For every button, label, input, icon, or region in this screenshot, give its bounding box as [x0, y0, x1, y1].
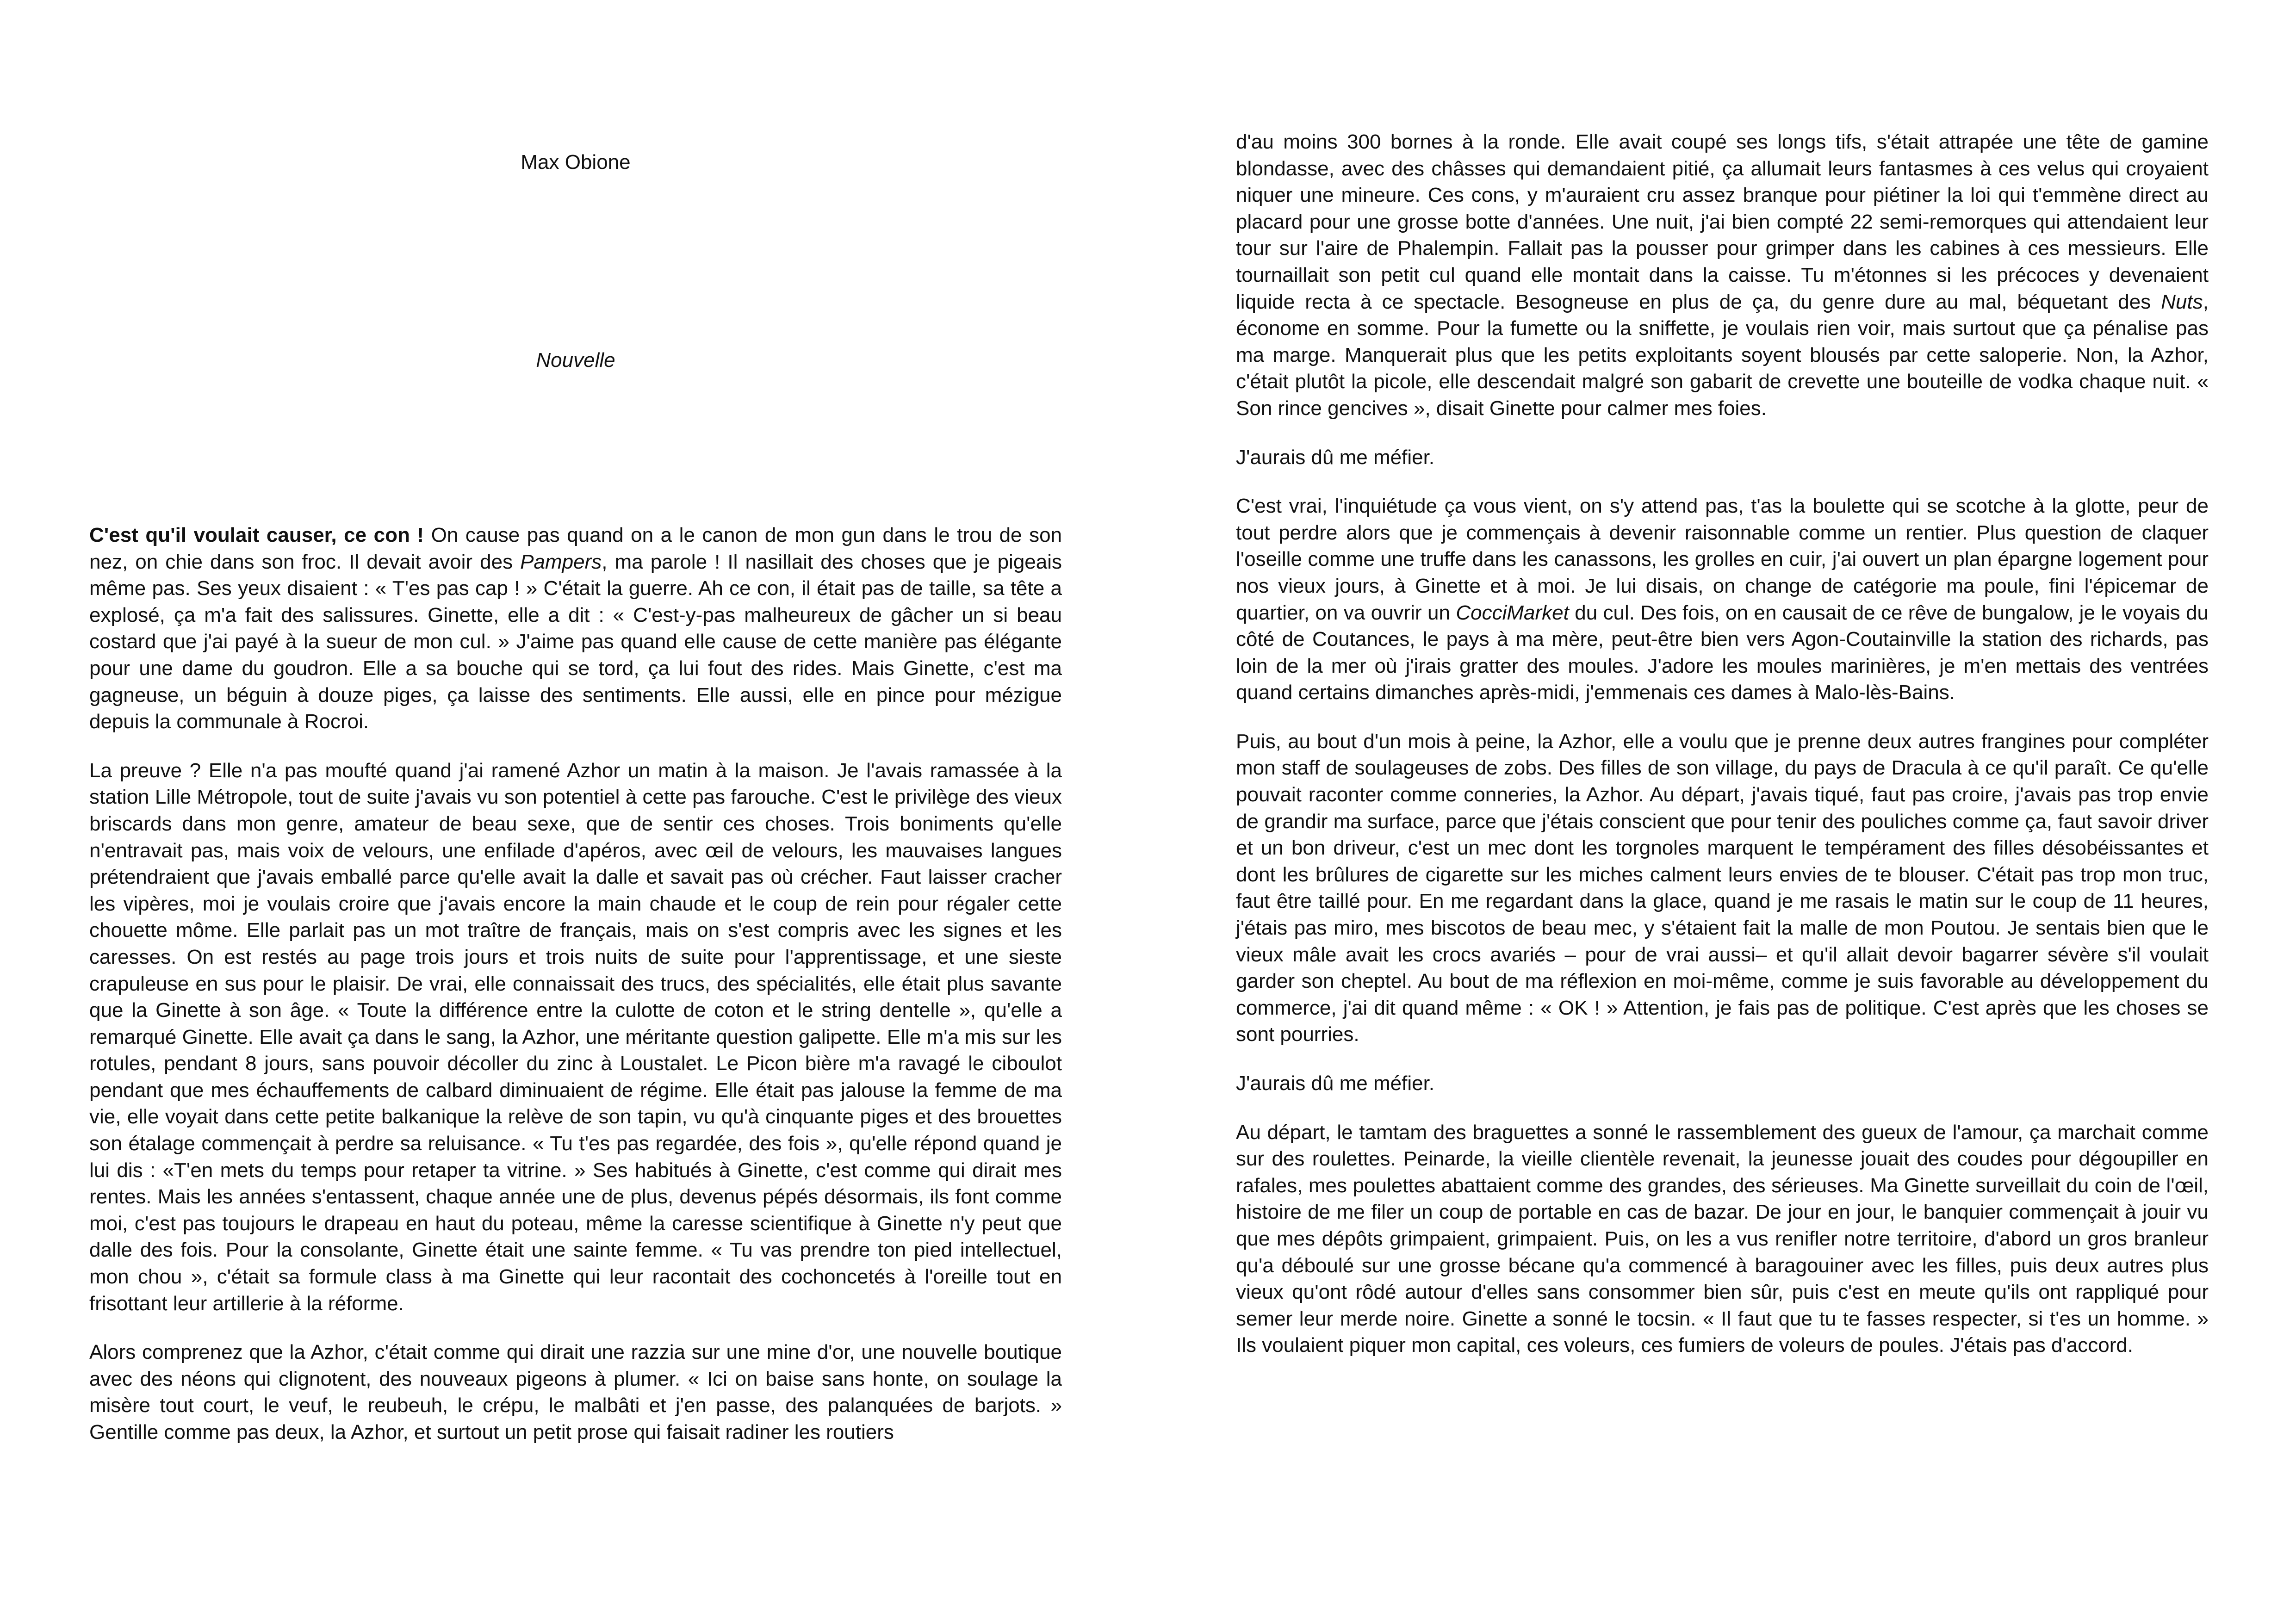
emphasis-text: CocciMarket — [1456, 601, 1569, 624]
right-page-body — [1236, 129, 2209, 1359]
paragraph: La preuve ? Elle n'a pas moufté quand j'ai ramené Azhor un matin à la maison. Je l'avais ramassée à la station Lille Métropole, tout de suite j'avais vu son potentiel à cette pas farouche. C'est le privilège des vieux briscards dans mon genre, amateur de beau sexe, que de sentir ces choses. Trois boniments qu'elle n'entravait pas, mais voix de velours, une enfilade d'apéros, avec œil de velours, les mauvaises langues prétendraient que j'avais emballé parce qu'elle avait la dalle et savait pas où crécher. Faut laisser cracher les vipères, moi je voulais croire que j'avais encore la main chaude et le coup de rein pour régaler cette chouette môme. Elle parlait pas un mot traître de français, mais on s'est compris avec les signes et les caresses. On est restés au page trois jours et trois nuits de suite pour l'apprentissage, et une sieste crapuleuse en sus pour le plaisir. De vrai, elle connaissait des trucs, des spécialités, elle était plus savante que la Ginette à son âge. « Toute la différence entre la culotte de coton et le string dentelle », qu'elle a remarqué Ginette. Elle avait ça dans le sang, la Azhor, une méritante question galipette. Elle m'a mis sur les rotules, pendant 8 jours, sans pouvoir décoller du zinc à Loustalet. Le Picon bière m'a ravagé le ciboulot pendant que mes échauffements de calbard diminuaient de régime. Elle était pas jalouse la femme de ma vie, elle voyait dans cette petite balkanique la relève de son tapin, vu qu'à cinquante piges et des brouettes son étalage commençait à perdre sa reluisance. « Tu t'es pas regardée, des fois », qu'elle répond quand je lui dis : «T'en mets du temps pour retaper ta vitrine. » Ses habitués à Ginette, c'est comme qui dirait mes rentes. Mais les années s'entassent, chaque année une de plus, devenus pépés désormais, ils font comme moi, c'est pas toujours le drapeau en haut du poteau, même la caresse scientifique à Ginette n'y peut que dalle des fois. Pour la consolante, Ginette était une sainte femme. « Tu vas prendre ton pied intellectuel, mon chou », c'était sa formule class à ma Ginette qui leur racontait des cochoncetés à l'oreille tout en frisottant leur artillerie à la réforme. — [89, 759, 1062, 1315]
opening-sentence: C'est qu'il voulait causer, ce con ! — [89, 524, 424, 546]
genre-label: Nouvelle — [536, 349, 615, 372]
paragraph: Au départ, le tamtam des braguettes a sonné le rassemblement des gueux de l'amour, ça marchait comme sur des roulettes. Peinarde, la vieille clientèle revenait, la jeunesse jouait des coudes pour dégoupiller en rafales, mes poulettes abattaient comme des grandes, des sérieuses. Ma Ginette surveillait du coin de l'œil, histoire de me filer un coup de portable en cas de bazar. De jour en jour, le banquier commençait à jouir vu que mes dépôts grimpaient, grimpaient. Puis, on les a vus renifler notre territoire, d'abord un gros branleur qu'a déboulé sur une grosse bécane qu'a commencé à baragouiner avec les filles, puis deux autres plus vieux qu'ont rôdé autour d'elles sans consommer bien sûr, puis c'est en meute qu'ils ont rappliqué pour semer leur merde noire. Ginette a sonné le tocsin. « Il faut que tu te fasses respecter, si t'es un homme. » Ils voulaient piquer mon capital, ces voleurs, ces fumiers de voleurs de poules. J'étais pas d'accord. — [1236, 1121, 2209, 1357]
paragraph-text: On cause pas quand on a le canon de mon gun dans le trou de son nez, on chie dans son froc. Il devait avoir des — [89, 524, 1062, 573]
author-name: Max Obione — [521, 151, 631, 173]
paragraph-text: C'est vrai, l'inquiétude ça vous vient, on s'y attend pas, t'as la boulette qui se scotche à la glotte, peur de tout perdre alors que je commençais à devenir raisonnable comme un rentier. Plus question de claquer l'oseille comme une truffe dans les canassons, les grolles en cuir, j'ai ouvert un plan épargne logement pour nos vieux jours, à Ginette et à moi. Je lui disais, on change de catégorie ma poule, fini l'épicemar de quartier, on va ouvrir un — [1236, 495, 2209, 624]
paragraph: Puis, au bout d'un mois à peine, la Azhor, elle a voulu que je prenne deux autres frangines pour compléter mon staff de soulageuses de zobs. Des filles de son village, du pays de Dracula à ce qu'il paraît. Ce qu'elle pouvait raconter comme conneries, la Azhor. Au départ, j'avais tiqué, faut pas croire, j'avais pas trop envie de grandir ma surface, parce que j'étais conscient que pour tenir des pouliches comme ça, faut savoir driver et un bon driveur, c'est un mec dont les torgnoles marquent le tempérament des filles désobéissantes et dont les brûlures de cigarette sur les miches calment leurs envies de te blouser. C'était pas trop mon truc, faut être taillé pour. En me regardant dans la glace, quand je me rasais le matin sur le coup de 11 heures, j'étais pas miro, mes biscotos de beau mec, y s'étaient fait la malle de mon Poutou. Je sentais bien que le vieux mâle avait les crocs avariés – pour de vrai aussi– et qu'il allait devoir bagarrer sévère s'il voulait garder son cheptel. Au bout de ma réflexion en moi-même, comme je suis favorable au développement du commerce, j'ai dit quand même : « OK ! » Attention, je fais pas de politique. C'est après que les choses se sont pourries. — [1236, 730, 2209, 1046]
paragraph — [89, 522, 1062, 735]
right-page — [1148, 0, 2296, 1623]
emphasis-text: Nuts — [2161, 290, 2203, 313]
paragraph — [1236, 493, 2209, 706]
paragraph-text: , économe en somme. Pour la fumette ou la sniffette, je voulais rien voir, mais surtout que ça pénalise pas ma marge. Manquerait plus que les petits exploitants soyent blousés par cette saloperie. Non, la Azhor, c'était plutôt la picole, elle descendait malgré son gabarit de crevette une bouteille de vodka chaque nuit. « Son rince gencives », disait Ginette pour calmer mes foies. — [1236, 290, 2209, 420]
paragraph — [1236, 129, 2209, 422]
refrain-line: J'aurais dû me méfier. — [1236, 446, 1435, 469]
left-page-body — [89, 522, 1062, 1446]
paragraph-text: d'au moins 300 bornes à la ronde. Elle avait coupé ses longs tifs, s'était attrapée une tête de gamine blondasse, avec des châsses qui demandaient pitié, ça allumait leurs fantasmes à ces velus qui croyaient niquer une mineure. Ces cons, y m'auraient cru assez branque pour piétiner la loi qui t'emmène direct au placard pour une grosse botte d'années. Une nuit, j'ai bien compté 22 semi-remorques qui attendaient leur tour sur l'aire de Phalempin. Fallait pas la pousser pour grimper dans les cabines à ces messieurs. Elle tournaillait son petit cul quand elle montait dans la caisse. Tu m'étonnes si les précoces y devenaient liquide recta à ce spectacle. Besogneuse en plus de ça, du genre dure au mal, béquetant des — [1236, 130, 2209, 313]
paragraph-text: du cul. Des fois, on en causait de ce rêve de bungalow, je le voyais du côté de Coutances, le pays à ma mère, peut-être bien vers Agon-Coutainville la station des richards, pas loin de la mer où j'irais gratter des moules. J'adore les moules marinières, je m'en mettais des ventrées quand certains dimanches après-midi, j'emmenais ces dames à Malo-lès-Bains. — [1236, 601, 2209, 704]
paragraph-text: , ma parole ! Il nasillait des choses que je pigeais même pas. Ses yeux disaient : « T'es pas cap ! » C'était la guerre. Ah ce con, il était pas de taille, sa tête a explosé, ça m'a fait des salissures. Ginette, elle a dit : « C'est-y-pas malheureux de gâcher un si beau costard que j'ai payé à la sueur de mon cul. » J'aime pas quand elle cause de cette manière pas élégante pour une dame du goudron. Elle a sa bouche qui se tord, ça lui fout des rides. Mais Ginette, c'est ma gagneuse, un béguin à douze piges, ça laisse des sentiments. Elle aussi, elle en pince pour mézigue depuis la communale à Rocroi. — [89, 550, 1062, 733]
paragraph: Alors comprenez que la Azhor, c'était comme qui dirait une razzia sur une mine d'or, une nouvelle boutique avec des néons qui clignotent, des nouveaux pigeons à plumer. « Ici on baise sans honte, on soulage la misère tout court, le veuf, le reubeuh, le crépu, le malbâti et j'en passe, des palanquées de barjots. » Gentille comme pas deux, la Azhor, et surtout un petit prose qui faisait radiner les routiers — [89, 1341, 1062, 1443]
emphasis-text: Pampers — [520, 550, 602, 573]
refrain-line: J'aurais dû me méfier. — [1236, 1072, 1435, 1095]
